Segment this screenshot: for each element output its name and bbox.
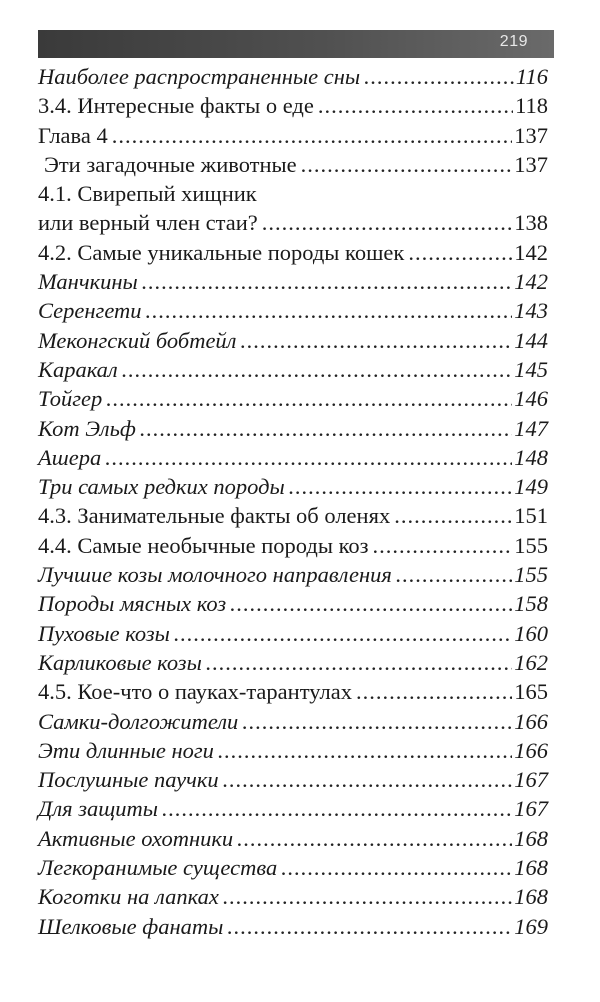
dot-leader: [140, 414, 512, 443]
dot-leader: [408, 238, 512, 267]
toc-entry-page: 138: [514, 210, 548, 236]
toc-entry[interactable]: [38, 560, 548, 589]
dot-leader: [223, 765, 513, 794]
toc-entry-page: 167: [514, 796, 548, 822]
dot-leader: [318, 91, 513, 120]
toc-entry[interactable]: [38, 62, 548, 91]
toc-entry-title: Лучшие козы молочного направления: [38, 562, 392, 588]
toc-entry-heading-line[interactable]: [38, 179, 548, 208]
toc-entry-title: Три самых редких породы: [38, 474, 285, 500]
toc-entry[interactable]: [38, 677, 548, 706]
toc-entry-title: Тойгер: [38, 386, 103, 412]
header-bar: [38, 30, 554, 58]
toc-entry-page: 162: [514, 649, 548, 675]
toc-entry-title: Для защиты: [38, 796, 158, 822]
toc-entry-title: Глава 4: [38, 122, 108, 148]
toc-entry-page: 147: [514, 415, 548, 441]
toc-entry-page: 155: [514, 532, 548, 558]
dot-leader: [289, 472, 513, 501]
dot-leader: [373, 531, 513, 560]
toc-entry-title: 4.2. Самые уникальные породы кошек: [38, 239, 405, 265]
toc-entry[interactable]: [38, 882, 548, 911]
dot-leader: [106, 384, 512, 413]
dot-leader: [122, 355, 513, 384]
toc-entry-title: Наиболее распространенные сны: [38, 64, 361, 89]
toc-entry-page: 168: [514, 855, 548, 881]
toc-entry-title: 3.4. Интересные факты о еде: [38, 93, 314, 119]
toc-entry-page: 144: [514, 327, 548, 353]
dot-leader: [394, 501, 512, 530]
dot-leader: [105, 443, 512, 472]
toc-entry-page: 148: [514, 444, 548, 470]
dot-leader: [364, 62, 514, 91]
toc-entry[interactable]: [38, 589, 548, 618]
toc-entry-title: Серенгети: [38, 298, 142, 324]
dot-leader: [301, 150, 513, 179]
toc-entry[interactable]: [38, 326, 548, 355]
dot-leader: [206, 648, 512, 677]
toc-entry[interactable]: [38, 208, 548, 237]
toc-entry[interactable]: [38, 150, 548, 179]
dot-leader: [146, 296, 513, 325]
dot-leader: [230, 589, 512, 618]
toc-entry[interactable]: [38, 121, 548, 150]
toc-entry[interactable]: [38, 414, 548, 443]
page-number: 219: [499, 33, 528, 50]
toc-entry-page: 146: [514, 386, 548, 412]
toc-entry-page: 166: [514, 737, 548, 763]
toc-entry[interactable]: [38, 238, 548, 267]
toc-entry-page: 137: [514, 151, 548, 177]
toc-entry[interactable]: [38, 472, 548, 501]
toc-entry-page: 169: [514, 913, 548, 939]
toc-entry-page: 160: [514, 620, 548, 646]
toc-entry[interactable]: [38, 296, 548, 325]
toc-entry-title: Пуховые козы: [38, 620, 170, 646]
toc-entry-title: 4.4. Самые необычные породы коз: [38, 532, 369, 558]
toc-entry-title: Карликовые козы: [38, 649, 202, 675]
dot-leader: [242, 707, 512, 736]
toc-entry[interactable]: [38, 765, 548, 794]
toc-entry[interactable]: [38, 619, 548, 648]
dot-leader: [281, 853, 512, 882]
toc-entry-title: или верный член стаи?: [38, 210, 258, 236]
dot-leader: [218, 736, 512, 765]
dot-leader: [142, 267, 513, 296]
toc-entry-page: 166: [514, 708, 548, 734]
toc-entry-title: Легкоранимые существа: [38, 855, 278, 881]
toc-entry-title: Меконгский бобтейл: [38, 327, 237, 353]
toc-entry[interactable]: [38, 824, 548, 853]
toc-entry-title: 4.5. Кое-что о пауках-тарантулах: [38, 679, 352, 705]
toc-entry[interactable]: [38, 794, 548, 823]
toc-entry[interactable]: [38, 531, 548, 560]
toc-entry-title: Ашера: [38, 444, 102, 470]
toc-entry[interactable]: [38, 648, 548, 677]
toc-entry-page: 145: [514, 356, 548, 382]
toc-entry-page: 118: [515, 93, 548, 119]
toc-entry-title: 4.3. Занимательные факты об оленях: [38, 503, 391, 529]
toc-entry[interactable]: [38, 707, 548, 736]
toc-entry-page: 116: [515, 64, 548, 89]
dot-leader: [237, 824, 512, 853]
toc-entry-title: Кот Эльф: [38, 415, 136, 441]
toc-entry[interactable]: [38, 443, 548, 472]
table-of-contents: [38, 62, 548, 941]
toc-entry-page: 142: [514, 239, 548, 265]
toc-entry-title: Породы мясных коз: [38, 591, 227, 617]
dot-leader: [223, 882, 512, 911]
toc-entry-title: Манчкины: [38, 269, 138, 295]
toc-entry-title: Шелковые фанаты: [38, 913, 224, 939]
dot-leader: [262, 208, 512, 237]
toc-entry-title: Эти загадочные животные: [44, 151, 297, 177]
toc-entry-title: Активные охотники: [38, 825, 234, 851]
dot-leader: [174, 619, 512, 648]
toc-entry[interactable]: [38, 912, 548, 941]
toc-entry-page: 143: [514, 298, 548, 324]
toc-entry-page: 149: [514, 474, 548, 500]
dot-leader: [112, 121, 513, 150]
toc-entry-title: Коготки на лапках: [38, 884, 219, 910]
toc-entry[interactable]: [38, 384, 548, 413]
dot-leader: [227, 912, 512, 941]
toc-entry-page: 158: [514, 591, 548, 617]
toc-entry-page: 168: [514, 825, 548, 851]
toc-entry[interactable]: [38, 267, 548, 296]
dot-leader: [162, 794, 512, 823]
toc-entry-title: Самки-долгожители: [38, 708, 239, 734]
toc-entry[interactable]: [38, 736, 548, 765]
toc-entry[interactable]: [38, 91, 548, 120]
toc-entry-page: 142: [514, 269, 548, 295]
toc-entry-title: Эти длинные ноги: [38, 737, 214, 763]
dot-leader: [396, 560, 512, 589]
toc-entry-page: 168: [514, 884, 548, 910]
toc-entry-page: 155: [514, 562, 548, 588]
toc-entry-page: 165: [514, 679, 548, 705]
toc-entry-title: 4.1. Свирепый хищник: [38, 181, 257, 207]
toc-entry[interactable]: [38, 853, 548, 882]
toc-entry-page: 137: [514, 122, 548, 148]
dot-leader: [356, 677, 512, 706]
toc-entry-title: Каракал: [38, 356, 118, 382]
dot-leader: [241, 326, 513, 355]
toc-entry[interactable]: [38, 501, 548, 530]
toc-entry-title: Послушные паучки: [38, 767, 219, 793]
toc-entry[interactable]: [38, 355, 548, 384]
toc-entry-page: 167: [514, 767, 548, 793]
toc-entry-page: 151: [514, 503, 548, 529]
